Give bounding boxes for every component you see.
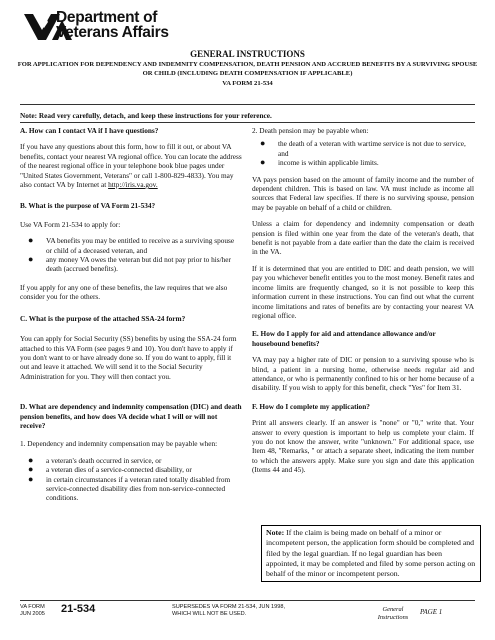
section-f-body: Print all answers clearly. If an answer is "none" or "0," write that. Your answer to every question is important to help us complete your claim. If you do not know the answer, write "unknown." For additional space, use Item 48, "Remarks, " or attach a separate sheet, indicating the item number to which the answers apply. Make sure you sign and date this application (Items 44 and 45). [252, 418, 474, 475]
bullet-icon: ● [28, 235, 34, 246]
section-b-body: If you apply for any one of these benefits, the law requires that we also consider you for the others. [20, 282, 228, 302]
footer-page-number: PAGE 1 [420, 608, 443, 616]
entitlement-paragraph: If it is determined that you are entitled to DIC and death pension, we will pay you whichever benefit entitles you to the most money. Benefit rates and income limits are frequently changed, so it is not possible to keep this information current in these instructions. You can find out what the current income limitations and rates of benefits are by contacting your nearest VA regional office. [252, 263, 474, 320]
section-e-body: VA may pay a higher rate of DIC or pension to a surviving spouse who is blind, a patient in a nursing home, otherwise needs regular aid and attendance, or who is permanently confined to his or her home because of a disability. If you wish to apply for this benefit, check "Yes" for Item 31. [252, 355, 474, 393]
document-subtitle: FOR APPLICATION FOR DEPENDENCY AND INDEMNITY COMPENSATION, DEATH PENSION AND ACCRUED BENEFITS BY A SURVIVING SPOUSE OR CHILD (INCLUDING DEATH COMPENSATION IF APPLICABLE) [17, 61, 478, 77]
list-item: ● a veteran dies of a service-connected disability, or [28, 464, 192, 475]
list-item: ● in certain circumstances if a veteran rated totally disabled from service-connected disability dies from non-service-connected conditions. [28, 473, 231, 503]
section-a-body: If you have any questions about this form, how to fill it out, or about VA benefits, contact your nearest VA regional office. You can locate the address of the nearest regional office in your telephone book blue pages under "United States Government, Veterans" or call 1-800-829-4833). You may also contact VA by Internet at http://iris.va.gov. [20, 142, 242, 190]
section-d-intro: 1. Dependency and indemnity compensation may be payable when: [20, 439, 218, 449]
top-note: Note: Read very carefully, detach, and keep these instructions for your reference. [20, 111, 272, 120]
list-item: ● any money VA owes the veteran but did not pay prior to his/her death (accrued benefits). [28, 254, 231, 274]
section-b-intro: Use VA Form 21-534 to apply for: [20, 219, 121, 229]
section-d2-intro: 2. Death pension may be payable when: [252, 126, 369, 135]
note-divider [20, 122, 475, 123]
footer-supersedes: SUPERSEDES VA FORM 21-534, JUN 1998, WHICH WILL NOT BE USED. [172, 604, 286, 617]
list-item: ● income is within applicable limits. [260, 157, 379, 168]
pension-paragraph: VA pays pension based on the amount of family income and the number of dependent children. This is based on law. VA must include as income all sources that Federal law specifies. If there is no surviving spouse, pension may be payable on behalf of a child or children. [252, 174, 474, 212]
footer-va-form: VA FORM [20, 604, 45, 610]
list-item: ● a veteran's death occurred in service, or [28, 454, 162, 465]
department-name [56, 10, 169, 40]
bullet-icon: ● [28, 454, 34, 465]
footer-divider [20, 600, 475, 601]
bullet-icon: ● [28, 254, 34, 265]
right-column [252, 126, 474, 475]
form-label: VA FORM 21-534 [222, 80, 273, 87]
org-line-2: Veterans Affairs [56, 24, 169, 41]
org-line-1: Department of [56, 9, 158, 26]
footer-form-number: 21-534 [61, 603, 96, 615]
footer-section: General Instructions [377, 606, 409, 621]
left-column [20, 126, 242, 503]
note-label: Note: [266, 528, 285, 537]
bullet-icon: ● [260, 157, 266, 168]
section-d-heading: D. What are dependency and indemnity compensation (DIC) and death pension benefits, and how does VA decide what I will or will not receive? [20, 402, 242, 430]
footer-date: JUN 2005 [20, 610, 45, 617]
section-c-body: You can apply for Social Security (SS) benefits by using the SSA-24 form attached to this VA Form (see pages 9 and 10). You don't have to apply if you don't want to or have already done so. If you do want to apply, fill it out and leave it attached. We will send it to the Social Security Administration for you. They will then contact you. [20, 334, 237, 381]
document-title: GENERAL INSTRUCTIONS [190, 49, 305, 59]
top-divider [20, 104, 475, 105]
section-f-heading: F. How do I complete my application? [252, 401, 370, 411]
note-body: If the claim is being made on behalf of a minor or incompetent person, the application form should be completed and filed by the legal guardian. If no legal guardian has been appointed, it may be completed and filed by some person acting on behalf of the minor or incompetent person. [266, 528, 476, 579]
bullet-icon: ● [28, 473, 34, 484]
footer-form-info [20, 604, 45, 617]
section-a-heading: A. How can I contact VA if I have questions? [20, 126, 159, 135]
bullet-icon: ● [28, 464, 34, 475]
iris-link[interactable]: http://iris.va.gov. [108, 180, 158, 190]
list-item: ● the death of a veteran with wartime service is not due to service, and [260, 138, 466, 158]
section-b-heading: B. What is the purpose of VA Form 21-534? [20, 201, 156, 211]
list-item: ● VA benefits you may be entitled to receive as a surviving spouse or child of a deceased veteran, and [28, 235, 235, 255]
section-c-heading: C. What is the purpose of the attached SSA-24 form? [20, 313, 186, 323]
claim-timing-paragraph: Unless a claim for dependency and indemnity compensation or death pension is filed within one year from the date of the veteran's death, that benefit is not payable from a date earlier than the date the claim is received in the VA. [252, 219, 474, 257]
guardian-note-box [261, 525, 481, 582]
bullet-icon: ● [260, 138, 266, 149]
section-e-heading: E. How do I apply for aid and attendance allowance and/or housebound benefits? [252, 329, 436, 348]
